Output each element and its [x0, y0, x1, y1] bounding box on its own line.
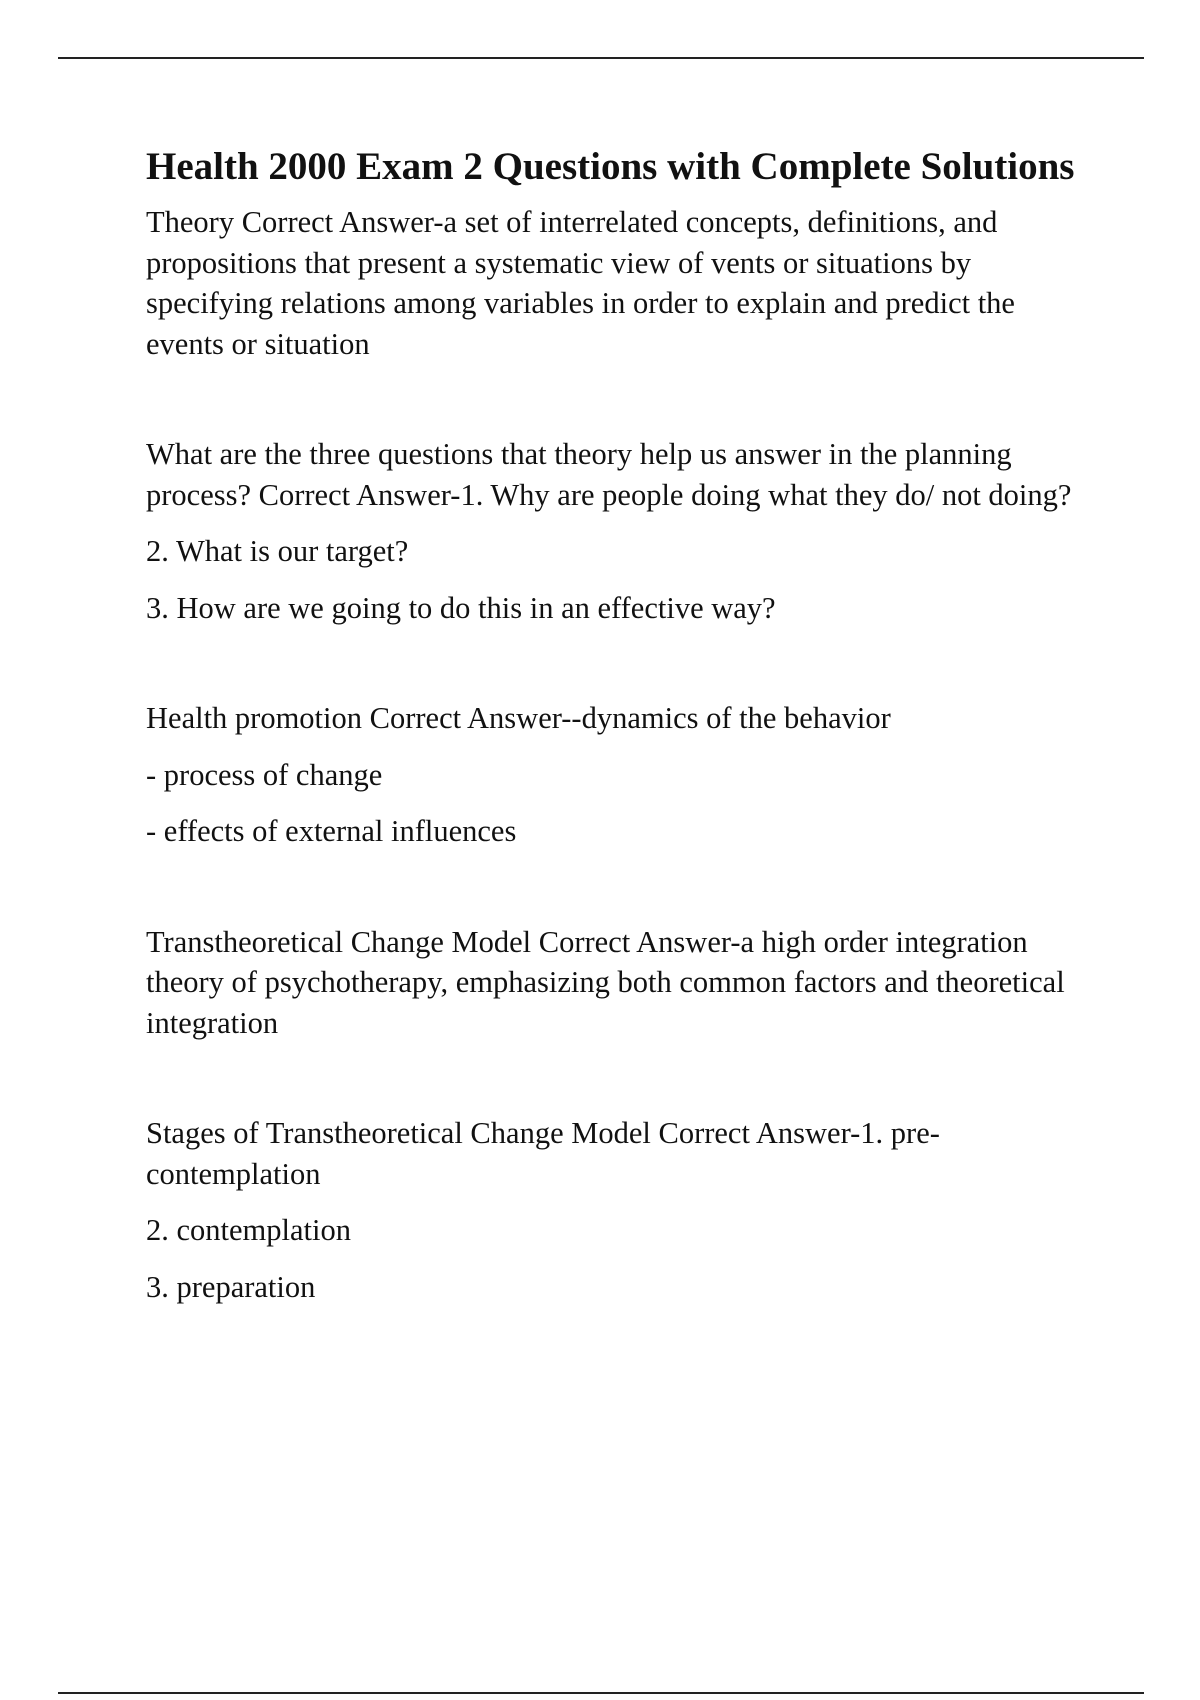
qa-entry-health-promotion — [146, 698, 1096, 852]
entry-paragraph: 3. preparation — [146, 1269, 316, 1304]
qa-entry-theory — [146, 202, 1096, 364]
entry-paragraph: 2. What is our target? — [146, 534, 409, 568]
entry-paragraph: Transtheoretical Change Model Correct Answer-a high order integration theory of psychotherapy, emphasizing both common factors and theoretical integration — [146, 924, 1065, 1040]
entry-spacer — [146, 868, 1096, 922]
qa-entry-three-questions — [146, 434, 1096, 628]
entry-paragraph: - process of change — [146, 757, 383, 792]
entry-paragraph: 3. How are we going to do this in an effective way? — [146, 590, 776, 625]
entry-spacer — [146, 1059, 1096, 1113]
entry-paragraph: Theory Correct Answer-a set of interrelated concepts, definitions, and propositions that present a systematic view of vents or situations by specifying relations among variables in order to explain and predict the events or situation — [146, 205, 1015, 361]
document-page — [146, 142, 1096, 1323]
entry-paragraph: - effects of external influences — [146, 814, 517, 848]
qa-entry-transtheoretical-model — [146, 922, 1096, 1044]
document-title: Health 2000 Exam 2 Questions with Complete Solutions — [146, 145, 1075, 188]
entry-paragraph: What are the three questions that theory help us answer in the planning process? Correct Answer-1. Why are people doing what they do/ not doing? — [146, 437, 1072, 512]
qa-entry-stages — [146, 1113, 1096, 1307]
footer-divider — [58, 1692, 1144, 1694]
entry-spacer — [146, 380, 1096, 434]
entry-paragraph: Stages of Transtheoretical Change Model Correct Answer-1. pre-contemplation — [146, 1116, 940, 1191]
header-divider — [58, 57, 1144, 59]
entry-paragraph: Health promotion Correct Answer--dynamics of the behavior — [146, 701, 891, 735]
entry-spacer — [146, 644, 1096, 698]
entry-paragraph: 2. contemplation — [146, 1213, 351, 1247]
